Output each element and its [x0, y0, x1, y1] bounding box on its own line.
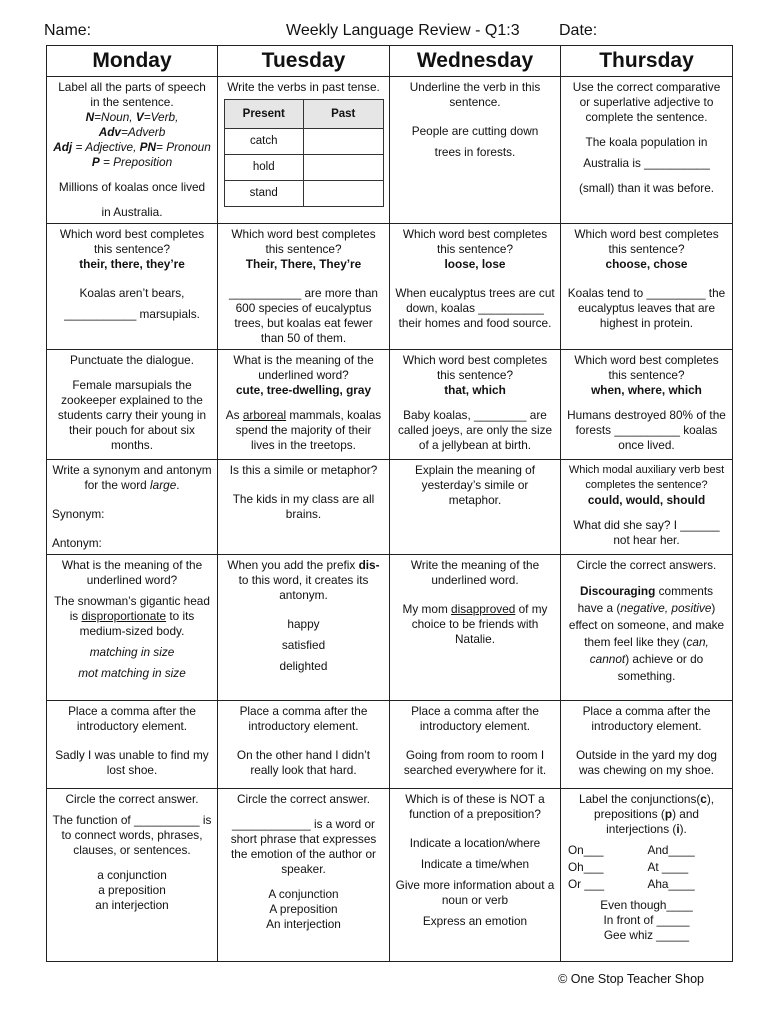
instruction-start: Write a synonym and antonym for the word	[52, 463, 212, 492]
cell-r6-wed	[390, 701, 561, 789]
key-p: P	[91, 155, 100, 169]
key-line-2	[52, 140, 212, 155]
options: Their, There, They’re	[245, 257, 362, 271]
header-bar	[44, 22, 734, 42]
cell-r3-tue	[218, 350, 390, 460]
instruction: Punctuate the dialogue.	[70, 353, 194, 367]
conjunction-word-grid	[568, 843, 727, 892]
cell-r3-mon	[47, 350, 218, 460]
cell-r6-mon	[47, 701, 218, 789]
option-2: mot matching in size	[78, 666, 186, 680]
key-line-1	[52, 110, 212, 140]
instruction: Underline the verb in this sentence.	[409, 80, 541, 109]
day-tuesday: Tuesday	[218, 46, 390, 77]
copyright-footer: © One Stop Teacher Shop	[558, 972, 704, 986]
code-c: c	[700, 792, 707, 806]
instr-b: ), prepositions (	[594, 792, 715, 821]
question: What is the meaning of the underlined word?	[233, 353, 374, 382]
answer-cell[interactable]	[304, 155, 384, 181]
sentence-line-1: People are cutting down	[411, 124, 539, 138]
sentence	[223, 408, 384, 453]
question: Which word best completes this sentence?	[402, 227, 548, 256]
text-e: ) achieve or do something.	[617, 652, 704, 683]
option-2[interactable]: a preposition	[98, 883, 166, 897]
underlined-word: disproportionate	[81, 609, 167, 623]
sentence: Humans destroyed 80% of the forests __________ koalas once lived.	[567, 408, 726, 452]
word-item[interactable]: Oh___	[568, 860, 604, 874]
word-1: happy	[287, 617, 320, 631]
option-3[interactable]: An interjection	[266, 917, 341, 931]
question: Which word best completes this sentence?	[402, 353, 548, 382]
sentence-line-1: Millions of koalas once lived	[58, 180, 206, 194]
question: Which is of these is NOT a function of a preposition?	[405, 792, 545, 821]
option-3[interactable]: Give more information about a noun or verb	[395, 878, 555, 907]
prefix: dis-	[358, 558, 380, 572]
options: choose, chose	[605, 257, 688, 271]
day-monday: Monday	[47, 46, 218, 77]
question: Is this a simile or metaphor?	[229, 463, 378, 477]
option-1[interactable]: a conjunction	[97, 868, 167, 882]
word-item[interactable]: Gee whiz _____	[603, 928, 690, 942]
cell-r4-wed	[390, 460, 561, 555]
sentence: ____________ is a word or short phrase that expresses the emotion of the author or speaker.	[230, 817, 377, 876]
key-v-text: =Verb,	[143, 110, 179, 124]
row-5	[47, 555, 733, 701]
key-p-text: = Preposition	[99, 155, 173, 169]
name-label: Name:	[44, 22, 92, 39]
col-present: Present	[224, 100, 304, 129]
row-4	[47, 460, 733, 555]
cell-r6-thu	[561, 701, 733, 789]
cell-r7-mon	[47, 789, 218, 962]
instruction: Write the verbs in past tense.	[227, 80, 380, 94]
question: Which word best completes this sentence?	[574, 227, 719, 256]
verb-table	[224, 99, 384, 207]
review-grid	[46, 45, 733, 962]
key-v: V	[135, 110, 144, 124]
options: could, would, should	[587, 493, 706, 507]
cell-r2-wed	[390, 224, 561, 350]
sentence: The kids in my class are all brains.	[232, 492, 375, 521]
day-header-row	[47, 46, 733, 77]
sentence: On the other hand I didn’t really look that hard.	[236, 748, 371, 777]
question-end: to this word, it creates its antonym.	[238, 573, 369, 602]
sentence: Outside in the yard my dog was chewing on my shoe.	[576, 748, 717, 777]
instruction: Place a comma after the introductory element.	[68, 704, 196, 733]
cell-r1-thu	[561, 77, 733, 224]
sentence: What did she say? I ______ not hear her.	[573, 518, 720, 547]
sentence-line-3: (small) than it was before.	[578, 181, 715, 195]
sentence: The function of __________ is to connect words, phrases, clauses, or sentences.	[52, 813, 212, 857]
answer-cell[interactable]	[304, 181, 384, 207]
instr-d: ).	[679, 822, 687, 836]
cell-r7-tue	[218, 789, 390, 962]
day-thursday: Thursday	[561, 46, 733, 77]
text-c: ) effect on someone, and make them feel like they (	[568, 601, 725, 649]
word-3: delighted	[279, 659, 328, 673]
sentence-line-1: Koalas aren’t bears,	[79, 286, 185, 300]
underlined-word: disapproved	[451, 602, 516, 616]
code-i: i	[676, 822, 680, 836]
sentence: ___________ are more than 600 species of eucalyptus trees, but koalas eat fewer than 50 of them.	[229, 286, 378, 345]
verb-cell: hold	[224, 155, 304, 181]
row-6	[47, 701, 733, 789]
instruction	[52, 463, 212, 493]
date-label: Date:	[559, 22, 598, 39]
option-4[interactable]: Express an emotion	[422, 914, 528, 928]
sentence-line-2: Australia is __________	[583, 156, 710, 170]
choice-1[interactable]: negative, positive	[620, 601, 712, 615]
sentence-start: As	[225, 408, 243, 422]
sentence: Baby koalas, ________ are called joeys, are only the size of a jellybean at birth.	[397, 408, 553, 452]
key-adj: Adj	[53, 140, 73, 154]
row-2	[47, 224, 733, 350]
options: cute, tree-dwelling, gray	[235, 383, 372, 397]
cell-r5-wed	[390, 555, 561, 701]
cell-r7-wed	[390, 789, 561, 962]
sentence: Sadly I was unable to find my lost shoe.	[55, 748, 209, 777]
sentence-end: of my choice to be friends with Natalie.	[411, 602, 548, 646]
antonym-label: Antonym:	[52, 536, 102, 550]
day-wednesday: Wednesday	[390, 46, 561, 77]
question: Which word best completes this sentence?	[59, 227, 205, 256]
sentence: Female marsupials the zookeeper explained to the students carry their young in their pouch for about six months.	[57, 378, 207, 452]
cell-r7-thu	[561, 789, 733, 962]
key-word: Discouraging	[579, 584, 656, 598]
cell-r2-tue	[218, 224, 390, 350]
word-item[interactable]: On___	[568, 843, 604, 857]
choice-2[interactable]: can, cannot	[589, 635, 709, 666]
cell-r2-thu	[561, 224, 733, 350]
question	[223, 558, 384, 603]
sentence-line-1: The koala population in	[585, 135, 708, 149]
row-7	[47, 789, 733, 962]
word-item[interactable]: Aha____	[647, 877, 695, 891]
cell-r3-thu	[561, 350, 733, 460]
cell-r5-mon	[47, 555, 218, 701]
option-1: matching in size	[89, 645, 175, 659]
options: their, there, they’re	[79, 257, 185, 271]
sentence: When eucalyptus trees are cut down, koalas __________ their homes and food source.	[395, 286, 555, 330]
option-1[interactable]: A conjunction	[268, 887, 339, 901]
question: Circle the correct answer.	[65, 792, 199, 806]
instruction-end: .	[176, 478, 180, 492]
question: Circle the correct answer.	[236, 792, 371, 806]
cell-r4-tue	[218, 460, 390, 555]
verb-cell: catch	[224, 129, 304, 155]
cell-r1-wed	[390, 77, 561, 224]
question: What is the meaning of the underlined word?	[61, 558, 203, 587]
instruction: Place a comma after the introductory element.	[411, 704, 539, 733]
question: Write the meaning of the underlined word.	[410, 558, 540, 587]
question: Explain the meaning of yesterday’s simile or metaphor.	[414, 463, 535, 507]
instruction: Use the correct comparative or superlative adjective to complete the sentence.	[572, 80, 721, 124]
options: loose, lose	[444, 257, 506, 271]
sentence-line-2: trees in forests.	[434, 145, 516, 159]
text-a: comments have a (	[577, 584, 714, 615]
word-item[interactable]: And____	[647, 843, 695, 857]
sentence	[566, 583, 727, 685]
question: Circle the correct answers.	[576, 558, 717, 572]
cell-r1-mon	[47, 77, 218, 224]
question: Which modal auxiliary verb best completes the sentence?	[568, 464, 725, 491]
sentence-start: My mom	[402, 602, 452, 616]
option-2[interactable]: Indicate a time/when	[420, 857, 530, 871]
row-1	[47, 77, 733, 224]
key-n-text: =Noun,	[94, 110, 136, 124]
cell-r5-tue	[218, 555, 390, 701]
target-word: large	[150, 478, 177, 492]
instruction: Label all the parts of speech in the sentence.	[58, 80, 206, 109]
code-p: p	[664, 807, 673, 821]
cell-r2-mon	[47, 224, 218, 350]
cell-r4-mon	[47, 460, 218, 555]
instr-c: ) and interjections (	[606, 807, 699, 836]
key-n: N	[85, 110, 95, 124]
sentence-end: mammals, koalas spend the majority of their lives in the treetops.	[235, 408, 382, 452]
key-adj-text: = Adjective,	[72, 140, 140, 154]
instruction: Place a comma after the introductory element.	[239, 704, 368, 733]
word-item[interactable]: In front of _____	[603, 913, 690, 927]
word-item[interactable]: At ____	[647, 860, 689, 874]
answer-cell[interactable]	[304, 129, 384, 155]
page-title: Weekly Language Review - Q1:3	[286, 22, 520, 39]
sentence	[395, 602, 555, 647]
key-line-3	[52, 155, 212, 170]
question-start: When you add the prefix	[227, 558, 359, 572]
verb-cell: stand	[224, 181, 304, 207]
instruction: Place a comma after the introductory element.	[582, 704, 711, 733]
options: that, which	[444, 383, 506, 397]
sentence-line-2: in Australia.	[101, 205, 163, 219]
question: Which word best completes this sentence?	[574, 353, 719, 382]
question: Which word best completes this sentence?	[231, 227, 376, 256]
cell-r6-tue	[218, 701, 390, 789]
key-pn: PN	[139, 140, 157, 154]
key-adv: Adv	[98, 125, 121, 139]
cell-r4-thu	[561, 460, 733, 555]
options: when, where, which	[591, 383, 702, 397]
sentence-start: The snowman’s gigantic head is	[54, 594, 210, 623]
sentence-line-2: ___________ marsupials.	[64, 307, 200, 321]
instruction	[566, 792, 727, 837]
sentence: Going from room to room I searched everywhere for it.	[403, 748, 547, 777]
option-2[interactable]: A preposition	[269, 902, 338, 916]
synonym-label: Synonym:	[52, 507, 105, 521]
cell-r1-tue	[218, 77, 390, 224]
key-adv-text: =Adverb	[121, 125, 166, 139]
row-3	[47, 350, 733, 460]
sentence	[52, 594, 212, 639]
cell-r3-wed	[390, 350, 561, 460]
word-item[interactable]: Even though____	[600, 898, 693, 912]
instr-a: Label the conjunctions(	[578, 792, 701, 806]
sentence: Koalas tend to _________ the eucalyptus leaves that are highest in protein.	[567, 286, 726, 330]
cell-r5-thu	[561, 555, 733, 701]
col-past: Past	[304, 100, 384, 129]
option-1[interactable]: Indicate a location/where	[409, 836, 541, 850]
word-item[interactable]: Or ___	[568, 877, 605, 891]
option-3[interactable]: an interjection	[95, 898, 169, 912]
key-pn-text: = Pronoun	[156, 140, 211, 154]
underlined-word: arboreal	[242, 408, 287, 422]
sentence-end: to its medium-sized body.	[79, 609, 195, 638]
word-2: satisfied	[281, 638, 326, 652]
